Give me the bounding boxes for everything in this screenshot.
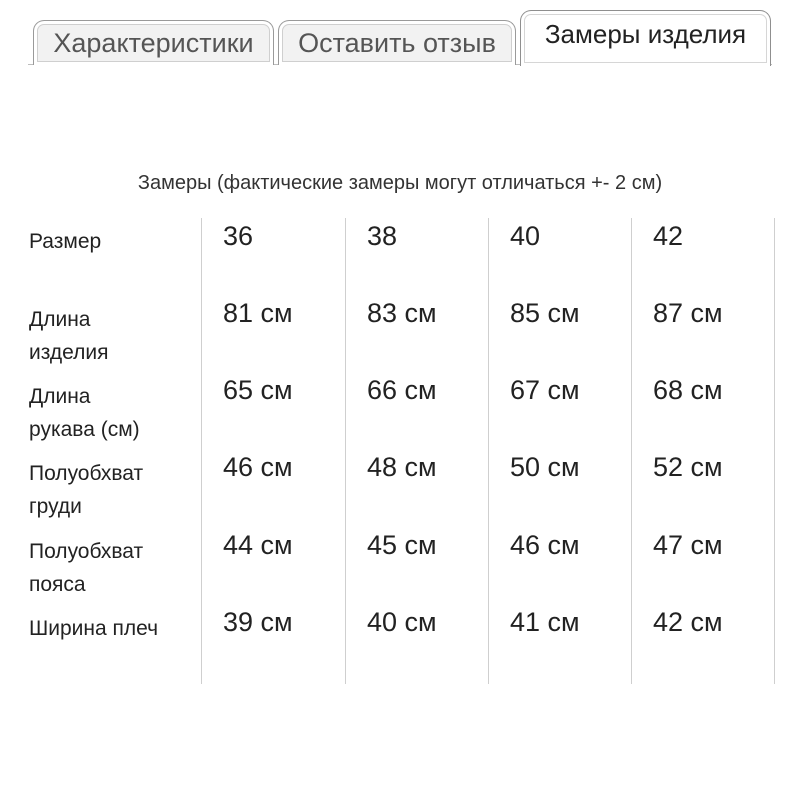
measurement-cell: 50 см — [510, 452, 580, 482]
column-divider — [631, 218, 632, 684]
measurement-cell: 85 см — [510, 298, 580, 328]
measurement-cell: 40 см — [367, 607, 437, 637]
measurement-cell: 68 см — [653, 375, 723, 405]
tab-characteristics[interactable]: Характеристики — [33, 20, 274, 65]
size-header-cell: 36 — [223, 221, 254, 251]
measurement-cell: 46 см — [223, 452, 293, 482]
row-label-line: груди — [29, 495, 82, 518]
column-divider — [201, 218, 202, 684]
row-label-line: Ширина плеч — [29, 617, 159, 640]
row-label — [29, 303, 201, 369]
size-header-cell: 40 — [510, 221, 541, 251]
measurement-cell: 46 см — [510, 530, 580, 560]
row-label-line: Полуобхват — [29, 540, 144, 563]
size-header-cell: 42 — [653, 221, 684, 251]
size-header-cell: 38 — [367, 221, 398, 251]
table-caption: Замеры (фактические замеры могут отличаться +- 2 см) — [137, 172, 663, 194]
row-label-line: Длина — [29, 385, 91, 408]
measurement-cell: 44 см — [223, 530, 293, 560]
tab-leave-review[interactable]: Оставить отзыв — [278, 20, 516, 65]
measurement-cell: 52 см — [653, 452, 723, 482]
measurement-cell: 65 см — [223, 375, 293, 405]
measurement-cell: 87 см — [653, 298, 723, 328]
row-label — [29, 612, 201, 645]
measurement-cell: 81 см — [223, 298, 293, 328]
row-label — [29, 457, 201, 523]
row-label-line: Полуобхват — [29, 462, 144, 485]
row-label — [29, 535, 201, 601]
measurement-cell: 39 см — [223, 607, 293, 637]
measurement-cell: 42 см — [653, 607, 723, 637]
column-divider — [488, 218, 489, 684]
header-label-size: Размер — [29, 230, 102, 253]
row-label-line: рукава (см) — [29, 418, 140, 441]
measurement-cell: 41 см — [510, 607, 580, 637]
measurement-cell: 48 см — [367, 452, 437, 482]
measurement-cell: 47 см — [653, 530, 723, 560]
row-label-line: изделия — [29, 341, 109, 364]
measurement-cell: 45 см — [367, 530, 437, 560]
column-divider — [774, 218, 775, 684]
measurement-cell: 83 см — [367, 298, 437, 328]
row-label-line: Длина — [29, 308, 91, 331]
tab-measurements[interactable]: Замеры изделия — [520, 10, 771, 66]
row-label — [29, 380, 201, 446]
tab-bar — [0, 0, 800, 66]
measurement-cell: 67 см — [510, 375, 580, 405]
measurement-cell: 66 см — [367, 375, 437, 405]
row-label-line: пояса — [29, 573, 86, 596]
column-divider — [345, 218, 346, 684]
